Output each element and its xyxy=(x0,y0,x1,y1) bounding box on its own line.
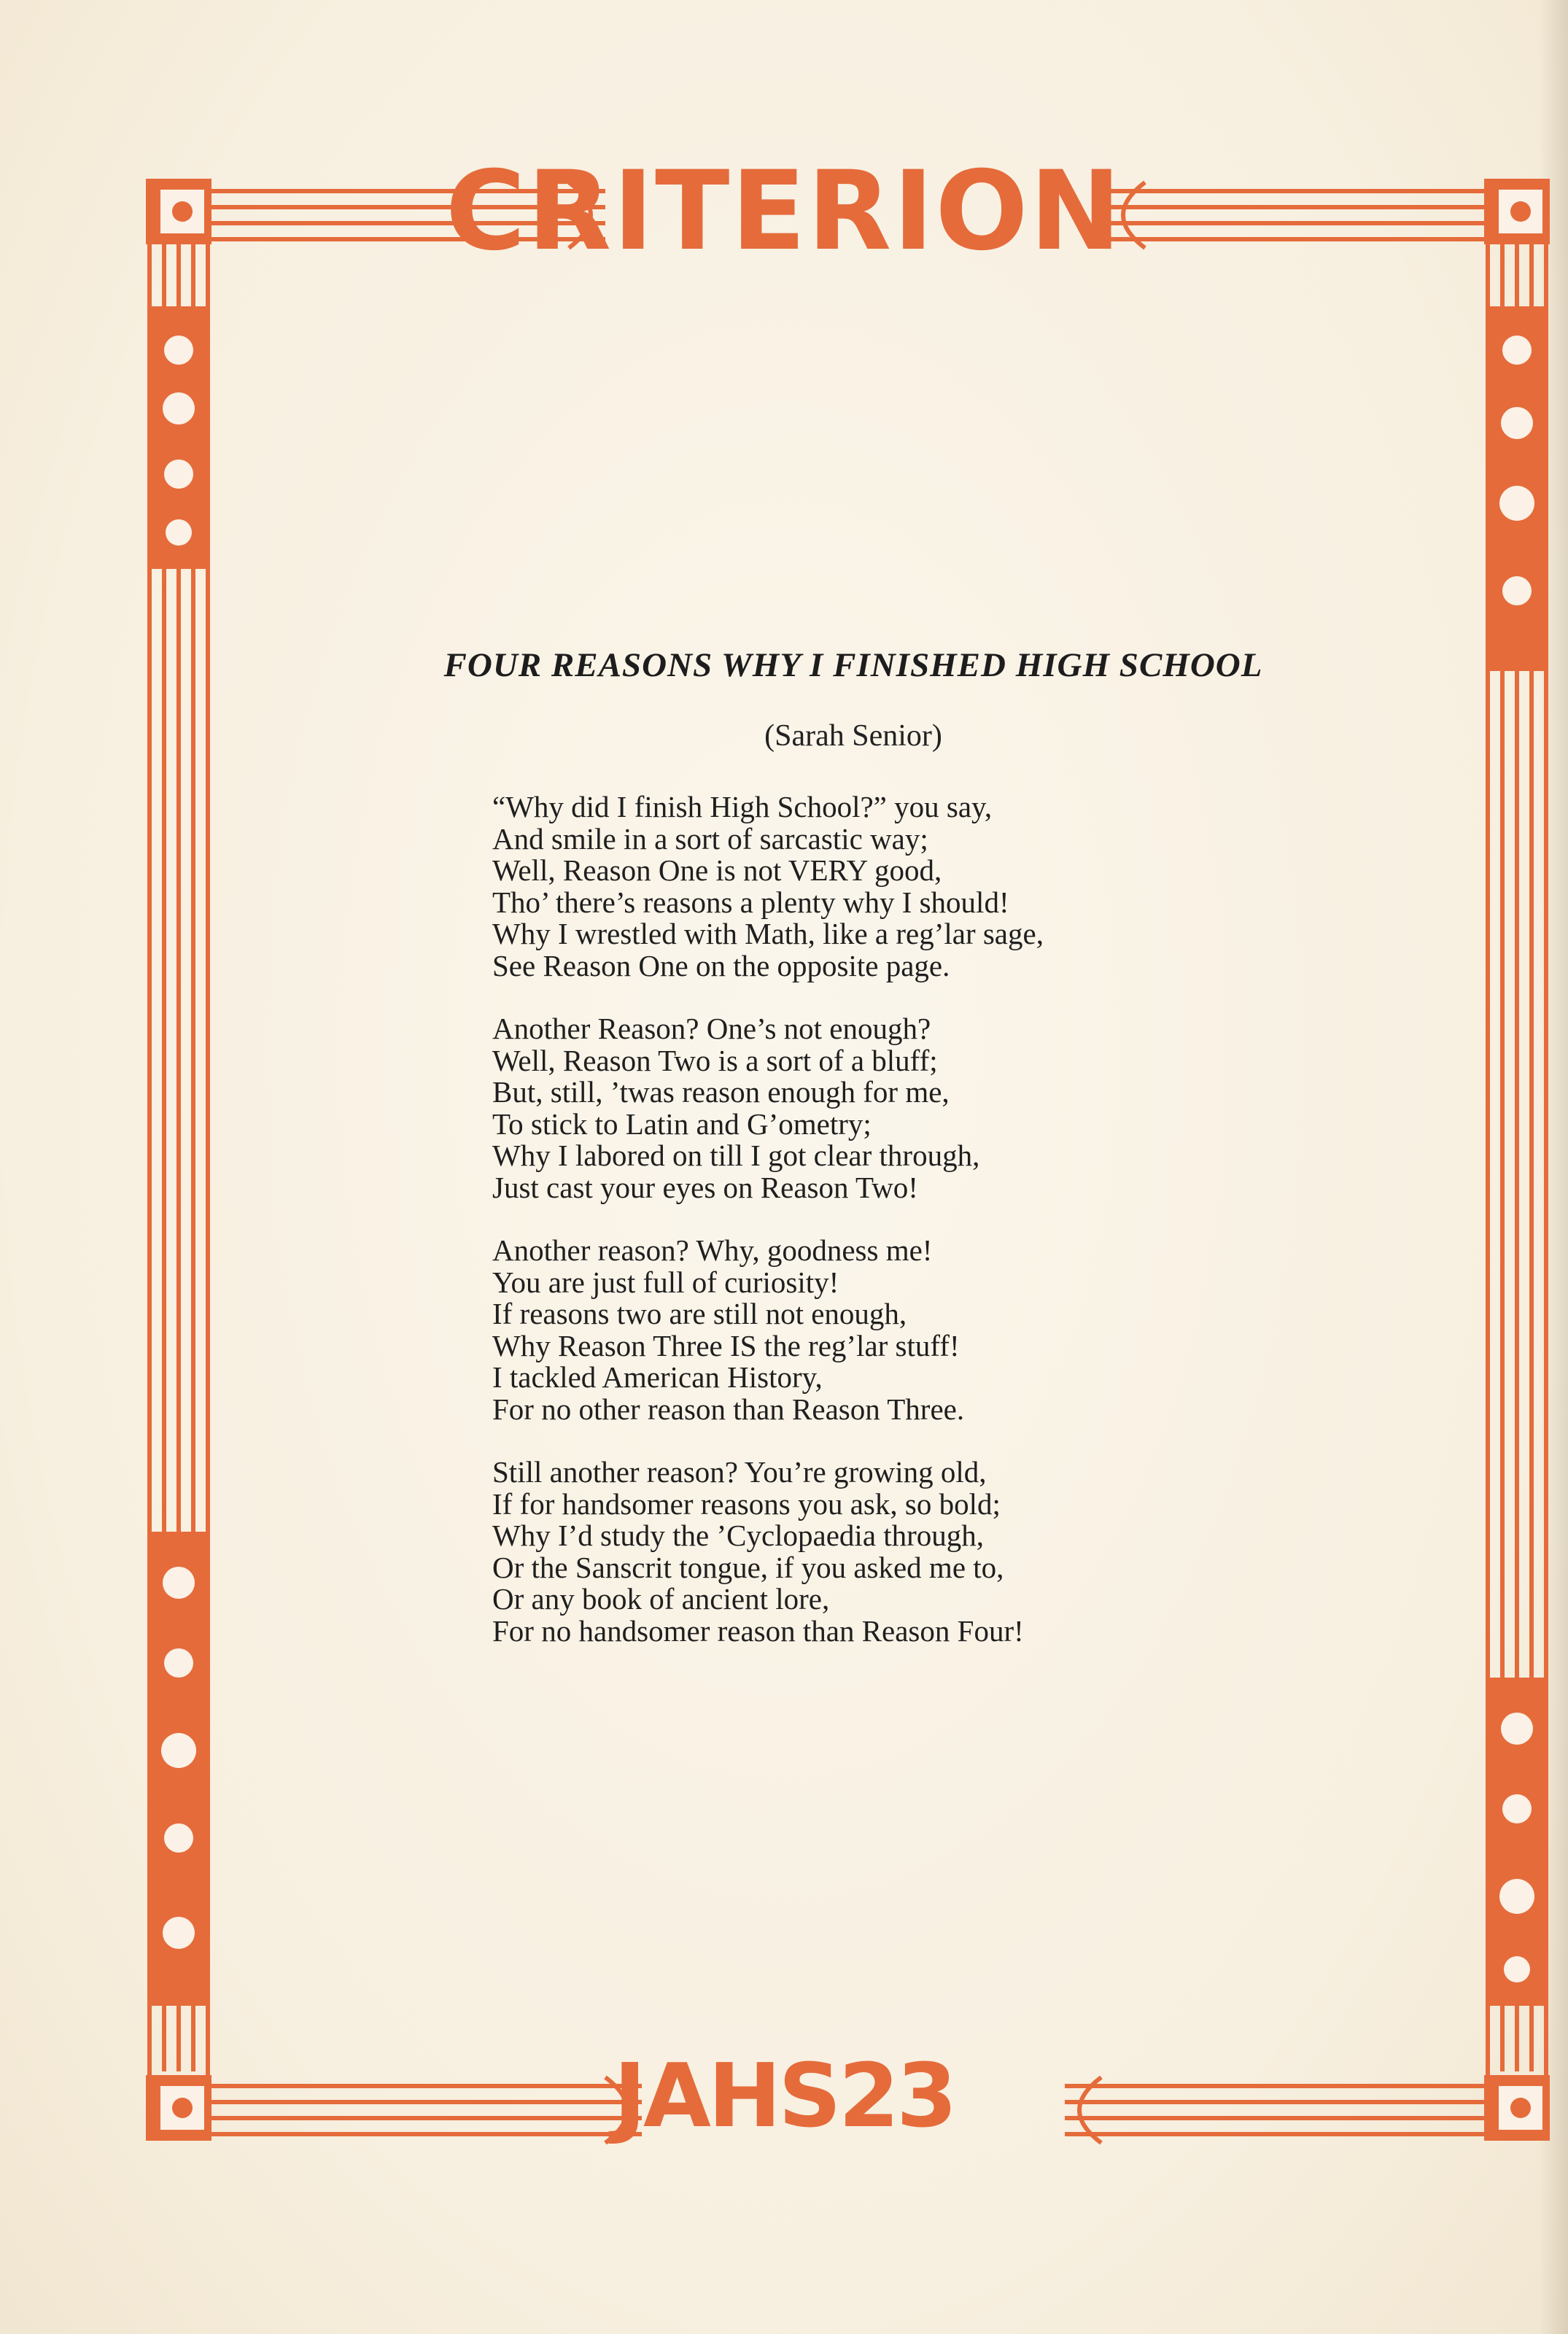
poem-title: FOUR REASONS WHY I FINISHED HIGH SCHOOL xyxy=(443,646,1263,684)
poem-line: I tackled American History, xyxy=(492,1360,823,1394)
poem-line: Just cast your eyes on Reason Two! xyxy=(492,1170,918,1204)
stanza-3 xyxy=(492,1235,1222,1425)
stanza-4 xyxy=(492,1457,1222,1647)
poem-line: And smile in a sort of sarcastic way; xyxy=(492,821,928,856)
poem-line: If reasons two are still not enough, xyxy=(492,1297,907,1330)
stanza-2 xyxy=(492,1013,1222,1203)
poem-line: See Reason One on the opposite page. xyxy=(492,948,950,982)
poem-line: Another reason? Why, goodness me! xyxy=(492,1233,933,1267)
poem-line: Or any book of ancient lore, xyxy=(492,1582,830,1616)
poem-line: Tho’ there’s reasons a plenty why I should! xyxy=(492,885,1009,919)
stanza-1 xyxy=(492,791,1222,982)
masthead-title: CRITERION xyxy=(445,148,1123,275)
poem-line: For no other reason than Reason Three. xyxy=(492,1392,965,1426)
poem-line: “Why did I finish High School?” you say, xyxy=(492,790,993,823)
poem-line: Or the Sanscrit tongue, if you asked me to, xyxy=(492,1550,1004,1584)
poem-line: But, still, ’twas reason enough for me, xyxy=(492,1075,950,1109)
poem-line: Why I wrestled with Math, like a reg’lar sage, xyxy=(492,917,1044,950)
poem-line: To stick to Latin and G’ometry; xyxy=(492,1106,872,1141)
poem-line: Well, Reason Two is a sort of a bluff; xyxy=(492,1043,938,1077)
poem-line: You are just full of curiosity! xyxy=(492,1265,839,1299)
poem-line: Why I’d study the ’Cyclopaedia through, xyxy=(492,1519,985,1552)
poem-line: Still another reason? You’re growing old, xyxy=(492,1455,987,1489)
poem-line: Why I labored on till I got clear through, xyxy=(492,1139,980,1172)
poem-line: Another Reason? One’s not enough? xyxy=(492,1012,931,1045)
poem-line: Well, Reason One is not VERY good, xyxy=(492,853,942,887)
poem-body xyxy=(492,791,1222,1678)
poem-author: (Sarah Senior) xyxy=(764,719,942,753)
poem-line: If for handsomer reasons you ask, so bold; xyxy=(492,1486,1001,1521)
class-monogram: JAHS23 xyxy=(613,2046,955,2147)
poem-line: Why Reason Three IS the reg’lar stuff! xyxy=(492,1328,960,1362)
poem-line: For no handsomer reason than Reason Four! xyxy=(492,1613,1024,1648)
